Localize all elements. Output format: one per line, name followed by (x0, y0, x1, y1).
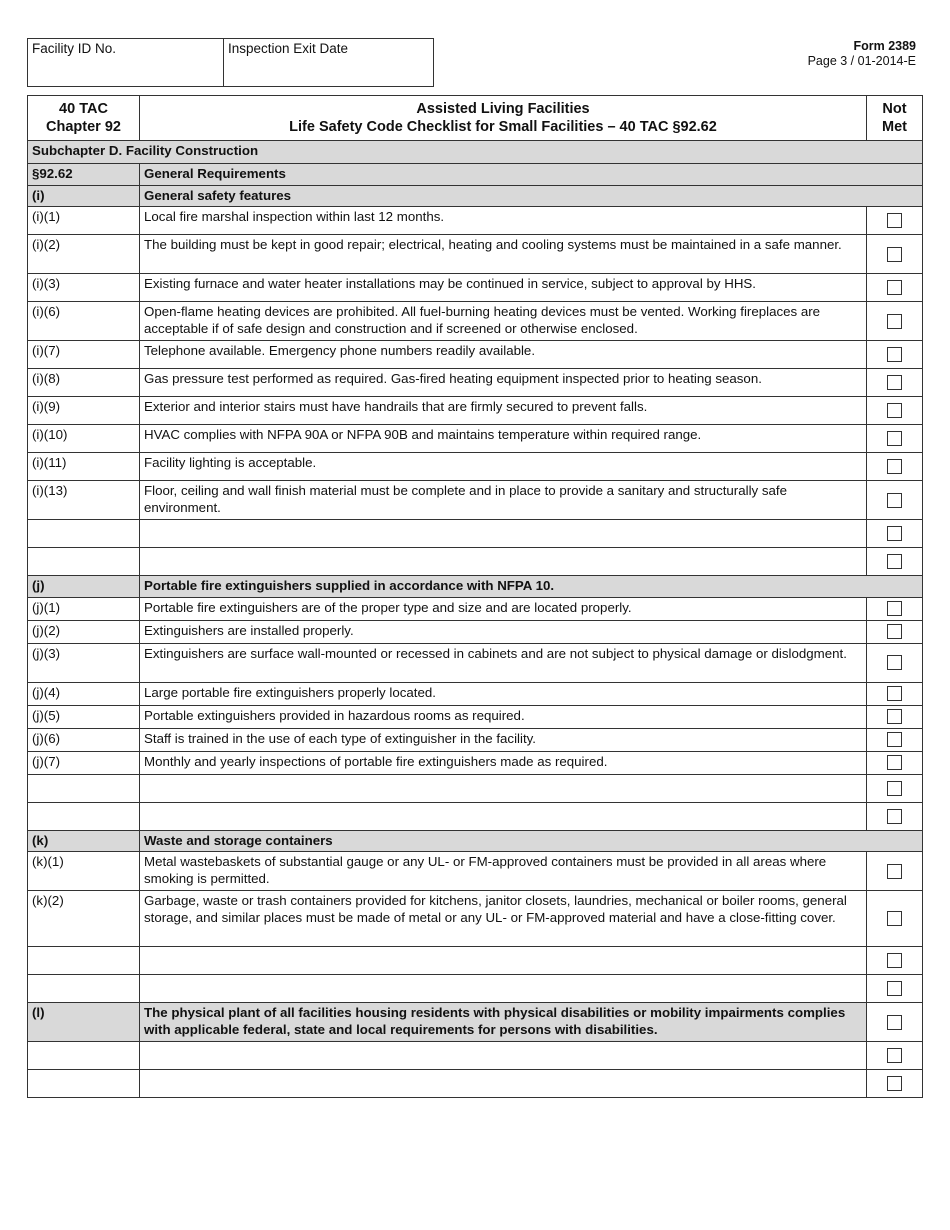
rule-code: (i)(7) (28, 341, 140, 369)
not-met-cell (867, 643, 923, 682)
table-row (28, 207, 923, 235)
section-title: General Requirements (140, 164, 923, 186)
table-row (28, 891, 923, 947)
table-row (28, 481, 923, 520)
subsection-j-row (28, 576, 923, 598)
not-met-cell (867, 207, 923, 235)
col-rule-title: 40 TAC Chapter 92 (28, 96, 140, 141)
not-met-cell (867, 1070, 923, 1098)
not-met-checkbox[interactable] (887, 431, 902, 446)
table-row (28, 302, 923, 341)
requirement-text: Monthly and yearly inspections of portable fire extinguishers made as required. (140, 751, 867, 774)
not-met-cell (867, 774, 923, 802)
rule-code: (j)(3) (28, 643, 140, 682)
not-met-checkbox[interactable] (887, 755, 902, 770)
facility-id-box (27, 38, 224, 87)
rule-code: (k)(2) (28, 891, 140, 947)
requirement-text: Existing furnace and water heater installations may be continued in service, subject to approval by HHS. (140, 274, 867, 302)
not-met-cell (867, 481, 923, 520)
not-met-checkbox[interactable] (887, 864, 902, 879)
requirement-text: Extinguishers are surface wall-mounted or recessed in cabinets and are not subject to physical damage or dislodgment. (140, 643, 867, 682)
blank-row (28, 975, 923, 1003)
table-row (28, 453, 923, 481)
subsection-title: Portable fire extinguishers supplied in accordance with NFPA 10. (140, 576, 923, 598)
not-met-checkbox[interactable] (887, 554, 902, 569)
not-met-cell (867, 520, 923, 548)
not-met-checkbox[interactable] (887, 1048, 902, 1063)
table-row (28, 620, 923, 643)
subsection-title: Waste and storage containers (140, 830, 923, 852)
requirement-text: Exterior and interior stairs must have handrails that are firmly secured to prevent falls. (140, 397, 867, 425)
title-line-2: Life Safety Code Checklist for Small Facilities – 40 TAC §92.62 (289, 119, 717, 135)
rule-code: (i)(6) (28, 302, 140, 341)
rule-code: (i)(3) (28, 274, 140, 302)
requirement-text: Facility lighting is acceptable. (140, 453, 867, 481)
facility-id-label: Facility ID No. (32, 41, 117, 56)
checklist-table (27, 95, 923, 1098)
not-met-checkbox[interactable] (887, 809, 902, 824)
not-met-cell (867, 802, 923, 830)
not-met-checkbox[interactable] (887, 709, 902, 724)
not-met-checkbox[interactable] (887, 213, 902, 228)
not-met-checkbox[interactable] (887, 280, 902, 295)
requirement-text: Open-flame heating devices are prohibited. All fuel-burning heating devices must be vented. Working fireplaces are acceptable if of safe design and construction and if screened or otherwise enclosed. (140, 302, 867, 341)
not-met-cell (867, 891, 923, 947)
col-requirement-title (140, 96, 867, 141)
not-met-cell (867, 274, 923, 302)
table-row (28, 728, 923, 751)
not-met-cell (867, 425, 923, 453)
table-row (28, 235, 923, 274)
not-met-checkbox[interactable] (887, 526, 902, 541)
header-boxes (27, 38, 434, 87)
rule-code: (i)(9) (28, 397, 140, 425)
not-met-cell (867, 751, 923, 774)
table-title-row (28, 96, 923, 141)
requirement-text: Telephone available. Emergency phone numbers readily available. (140, 341, 867, 369)
not-met-checkbox[interactable] (887, 601, 902, 616)
not-met-cell (867, 620, 923, 643)
inspection-exit-date-box (224, 38, 434, 87)
not-met-cell (867, 1003, 923, 1042)
subsection-code: (i) (28, 185, 140, 207)
subsection-code: (l) (28, 1003, 140, 1042)
not-met-checkbox[interactable] (887, 347, 902, 362)
subsection-i-row (28, 185, 923, 207)
requirement-text: Gas pressure test performed as required. Gas-fired heating equipment inspected prior to heating season. (140, 369, 867, 397)
rule-code: (i)(13) (28, 481, 140, 520)
rule-code: (k)(1) (28, 852, 140, 891)
table-row (28, 274, 923, 302)
title-line-1: Assisted Living Facilities (416, 101, 590, 117)
rule-code: (j)(5) (28, 705, 140, 728)
rule-code: (j)(4) (28, 682, 140, 705)
section-row (28, 164, 923, 186)
page-info: Page 3 / 01-2014-E (807, 54, 916, 68)
requirement-text: Portable fire extinguishers are of the proper type and size and are located properly. (140, 597, 867, 620)
not-met-cell (867, 548, 923, 576)
blank-row (28, 947, 923, 975)
rule-code: (j)(2) (28, 620, 140, 643)
table-row (28, 425, 923, 453)
not-met-checkbox[interactable] (887, 375, 902, 390)
table-row (28, 341, 923, 369)
rule-code: (i)(10) (28, 425, 140, 453)
blank-row (28, 548, 923, 576)
not-met-checkbox[interactable] (887, 781, 902, 796)
rule-code: (i)(2) (28, 235, 140, 274)
requirement-text: The building must be kept in good repair; electrical, heating and cooling systems must be maintained in a safe manner. (140, 235, 867, 274)
requirement-text: Garbage, waste or trash containers provided for kitchens, janitor closets, laundries, mechanical or boiler rooms, general storage, and similar places must be made of metal or any UL- or FM-approved material and have a close-fitting cover. (140, 891, 867, 947)
not-met-checkbox[interactable] (887, 981, 902, 996)
not-met-cell (867, 341, 923, 369)
requirement-text: Metal wastebaskets of substantial gauge or any UL- or FM-approved containers must be provided in all areas where smoking is permitted. (140, 852, 867, 891)
col-not-met-title: Not Met (867, 96, 923, 141)
not-met-cell (867, 705, 923, 728)
subsection-k-row (28, 830, 923, 852)
table-row (28, 597, 923, 620)
not-met-checkbox[interactable] (887, 459, 902, 474)
not-met-checkbox[interactable] (887, 732, 902, 747)
requirement-text: Large portable fire extinguishers properly located. (140, 682, 867, 705)
requirement-text: Floor, ceiling and wall finish material must be complete and in place to provide a sanitary and structurally safe environment. (140, 481, 867, 520)
not-met-checkbox[interactable] (887, 247, 902, 262)
not-met-checkbox[interactable] (887, 686, 902, 701)
not-met-cell (867, 369, 923, 397)
subsection-code: (j) (28, 576, 140, 598)
subchapter-row (28, 141, 923, 164)
rule-code: (j)(1) (28, 597, 140, 620)
not-met-checkbox[interactable] (887, 403, 902, 418)
form-identifier (808, 39, 916, 69)
inspection-exit-date-label: Inspection Exit Date (228, 41, 349, 56)
table-row (28, 751, 923, 774)
not-met-checkbox[interactable] (887, 314, 902, 329)
table-row (28, 369, 923, 397)
requirement-text: Portable extinguishers provided in hazardous rooms as required. (140, 705, 867, 728)
not-met-checkbox[interactable] (887, 493, 902, 508)
blank-row (28, 1042, 923, 1070)
blank-row (28, 774, 923, 802)
not-met-cell (867, 682, 923, 705)
blank-row (28, 1070, 923, 1098)
rule-code: (j)(6) (28, 728, 140, 751)
table-row (28, 682, 923, 705)
subsection-l-row (28, 1003, 923, 1042)
not-met-cell (867, 947, 923, 975)
requirement-text: Local fire marshal inspection within last 12 months. (140, 207, 867, 235)
rule-code: (i)(8) (28, 369, 140, 397)
not-met-cell (867, 235, 923, 274)
facility-id-input[interactable] (32, 56, 219, 78)
not-met-cell (867, 597, 923, 620)
not-met-cell (867, 453, 923, 481)
requirement-text: Extinguishers are installed properly. (140, 620, 867, 643)
subsection-title: General safety features (140, 185, 923, 207)
not-met-checkbox[interactable] (887, 911, 902, 926)
not-met-checkbox[interactable] (887, 1076, 902, 1091)
not-met-cell (867, 728, 923, 751)
rule-code: (j)(7) (28, 751, 140, 774)
not-met-checkbox[interactable] (887, 1015, 902, 1030)
not-met-cell (867, 397, 923, 425)
not-met-cell (867, 1042, 923, 1070)
requirement-text: Staff is trained in the use of each type of extinguisher in the facility. (140, 728, 867, 751)
section-code: §92.62 (28, 164, 140, 186)
not-met-cell (867, 975, 923, 1003)
table-row (28, 397, 923, 425)
not-met-cell (867, 852, 923, 891)
subchapter-heading: Subchapter D. Facility Construction (28, 141, 923, 164)
rule-code: (i)(1) (28, 207, 140, 235)
table-row (28, 852, 923, 891)
not-met-checkbox[interactable] (887, 624, 902, 639)
rule-code: (i)(11) (28, 453, 140, 481)
requirement-text: HVAC complies with NFPA 90A or NFPA 90B and maintains temperature within required range. (140, 425, 867, 453)
not-met-checkbox[interactable] (887, 655, 902, 670)
table-row (28, 705, 923, 728)
not-met-cell (867, 302, 923, 341)
blank-row (28, 802, 923, 830)
form-number: Form 2389 (853, 39, 916, 53)
subsection-title: The physical plant of all facilities housing residents with physical disabilities or mobility impairments complies with applicable federal, state and local requirements for persons with disabilities. (140, 1003, 867, 1042)
inspection-exit-date-input[interactable] (228, 56, 429, 78)
subsection-code: (k) (28, 830, 140, 852)
table-row (28, 643, 923, 682)
blank-row (28, 520, 923, 548)
not-met-checkbox[interactable] (887, 953, 902, 968)
